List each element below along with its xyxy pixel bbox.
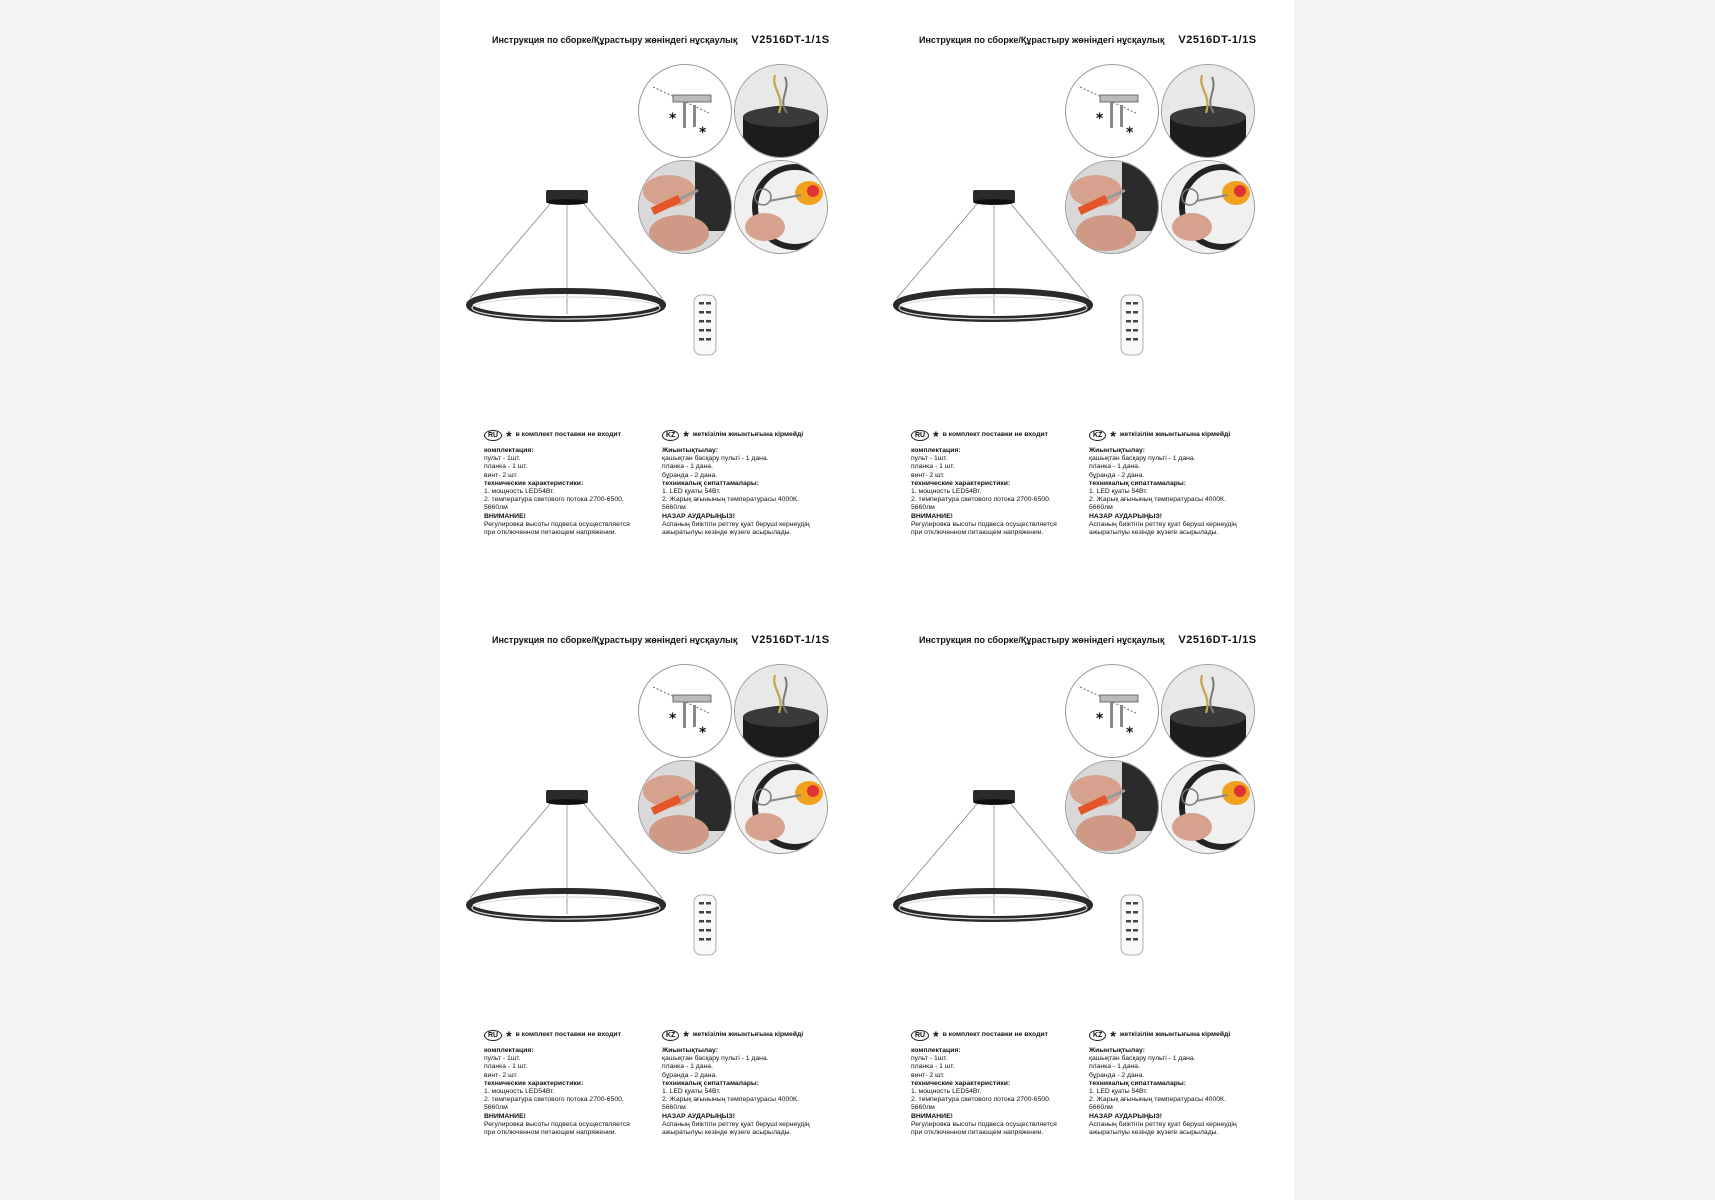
- kz-column: [662, 1027, 844, 1137]
- spec-line: планка - 1 дана.: [1089, 1063, 1140, 1071]
- asterisk-icon: *: [933, 427, 939, 444]
- svg-text:*: *: [1126, 125, 1134, 141]
- spec-line: ажыратылуы кезінде жүзеге асырылады.: [662, 1129, 792, 1137]
- spec-line: ВНИМАНИЕ!: [911, 512, 953, 520]
- svg-text:*: *: [669, 711, 677, 727]
- spec-line: планка - 1 дана.: [1089, 463, 1140, 471]
- mounting-plate-screws-icon: [1065, 64, 1159, 158]
- svg-text:*: *: [669, 111, 677, 127]
- spec-line: 2. Жарық ағынының температурасы 4000К.: [1089, 496, 1226, 504]
- mounting-plate-screws-icon: [1065, 664, 1159, 758]
- spec-line: 2. температура светового потока 2700-6500.: [484, 496, 624, 504]
- ru-column: [911, 427, 1083, 537]
- model-number: V2516DT-1/1S: [1178, 34, 1257, 46]
- spec-line: при отключенном питающем напряжении.: [911, 1129, 1044, 1137]
- spec-line: НАЗАР АУДАРЫҢЫЗ!: [1089, 1112, 1162, 1120]
- language-badge: KZ: [1089, 430, 1106, 441]
- spec-line: 2. Жарық ағынының температурасы 4000К.: [662, 1096, 799, 1104]
- spec-line: комплектация:: [484, 447, 534, 454]
- ceiling-canopy-wires-photo: [734, 664, 828, 758]
- header: [919, 634, 1257, 646]
- header-title: Инструкция по сборке/Құрастыру жөніндегі нұсқаулық: [492, 635, 738, 645]
- badge-row: [911, 427, 1083, 444]
- panel-bottom-left: [440, 600, 867, 1200]
- spec-line: Аспаның биіктігін реттеу қуат беруші кернеудің: [662, 1120, 810, 1128]
- remote-icon: [693, 894, 717, 961]
- not-included-note: в комплект поставки не входит: [942, 431, 1048, 439]
- not-included-note: жеткізілім жиынтығына кірмейді: [1119, 1031, 1231, 1039]
- panel-bottom-right: [867, 600, 1294, 1200]
- spec-line: техникалық сипаттамалары:: [1089, 479, 1186, 487]
- language-badge: RU: [484, 1030, 502, 1041]
- spec-line: планка - 1 шт.: [484, 463, 528, 471]
- model-number: V2516DT-1/1S: [751, 34, 830, 46]
- header-title: Инструкция по сборке/Құрастыру жөніндегі нұсқаулық: [919, 35, 1165, 45]
- asterisk-icon: *: [506, 1027, 512, 1044]
- svg-text:*: *: [1096, 111, 1104, 127]
- spec-line: винт- 2 шт.: [484, 471, 518, 479]
- spec-line: 5660лм: [662, 504, 686, 512]
- spec-line: при отключенном питающем напряжении.: [484, 529, 617, 537]
- spec-line: планка - 1 шт.: [911, 463, 955, 471]
- cable-adjust-photo: [734, 760, 828, 854]
- spec-line: 5660лм: [911, 1104, 935, 1112]
- header: [919, 34, 1257, 46]
- remote-icon: [693, 294, 717, 361]
- spec-line: комплектация:: [911, 1047, 961, 1054]
- not-included-note: жеткізілім жиынтығына кірмейді: [1119, 431, 1231, 439]
- spec-line: комплектация:: [484, 1047, 534, 1054]
- ceiling-canopy-wires-photo: [734, 64, 828, 158]
- spec-line: 1. LED қуаты 54Вт.: [1089, 1088, 1148, 1096]
- spec-line: қашықтан басқару пульті - 1 дана.: [662, 455, 769, 463]
- lamp-illustration: [893, 190, 1093, 335]
- spec-line: 5660лм: [484, 1104, 508, 1112]
- spec-line: при отключенном питающем напряжении.: [911, 529, 1044, 537]
- spec-line: НАЗАР АУДАРЫҢЫЗ!: [662, 512, 735, 520]
- spec-line: НАЗАР АУДАРЫҢЫЗ!: [1089, 512, 1162, 520]
- cable-adjust-photo: [1161, 160, 1255, 254]
- kz-column: [662, 427, 844, 537]
- cable-adjust-photo: [734, 160, 828, 254]
- not-included-note: жеткізілім жиынтығына кірмейді: [692, 1031, 804, 1039]
- lamp-illustration: [466, 190, 666, 335]
- kz-column: [1089, 1027, 1271, 1137]
- header: [492, 634, 830, 646]
- spec-line: ажыратылуы кезінде жүзеге асырылады.: [1089, 1129, 1219, 1137]
- assembly-steps: [638, 64, 828, 259]
- spec-line: технические характеристики:: [484, 479, 584, 487]
- panel-top-left: [440, 0, 867, 600]
- language-badge: RU: [484, 430, 502, 441]
- spec-line: планка - 1 дана.: [662, 1063, 713, 1071]
- badge-row: [911, 1027, 1083, 1044]
- spec-line: технические характеристики:: [911, 479, 1011, 487]
- mounting-plate-screws-icon: [638, 64, 732, 158]
- spec-line: ВНИМАНИЕ!: [911, 1112, 953, 1120]
- badge-row: [484, 1027, 656, 1044]
- spec-line: 2. температура светового потока 2700-6500.: [484, 1096, 624, 1104]
- spec-line: Жиынтықтылау:: [1089, 1047, 1145, 1054]
- svg-text:*: *: [1096, 711, 1104, 727]
- spec-line: 2. температура светового потока 2700-6500.: [911, 1096, 1051, 1104]
- language-badge: KZ: [662, 430, 679, 441]
- ru-column: [911, 1027, 1083, 1137]
- header-title: Инструкция по сборке/Құрастыру жөніндегі нұсқаулық: [492, 35, 738, 45]
- remote-icon: [1120, 894, 1144, 961]
- spec-line: планка - 1 шт.: [911, 1063, 955, 1071]
- not-included-note: жеткізілім жиынтығына кірмейді: [692, 431, 804, 439]
- spec-line: ВНИМАНИЕ!: [484, 512, 526, 520]
- kz-column: [1089, 427, 1271, 537]
- spec-line: пульт - 1шт.: [484, 1055, 521, 1063]
- spec-line: техникалық сипаттамалары:: [662, 1079, 759, 1087]
- svg-text:*: *: [699, 125, 707, 141]
- spec-line: комплектация:: [911, 447, 961, 454]
- spec-line: винт- 2 шт.: [911, 1071, 945, 1079]
- spec-line: 2. Жарық ағынының температурасы 4000К.: [1089, 1096, 1226, 1104]
- lamp-illustration: [893, 790, 1093, 935]
- spec-line: пульт - 1шт.: [911, 1055, 948, 1063]
- lamp-illustration: [466, 790, 666, 935]
- spec-line: НАЗАР АУДАРЫҢЫЗ!: [662, 1112, 735, 1120]
- spec-line: Аспаның биіктігін реттеу қуат беруші кернеудің: [662, 520, 810, 528]
- spec-line: Жиынтықтылау:: [662, 1047, 718, 1054]
- spec-line: Аспаның биіктігін реттеу қуат беруші кернеудің: [1089, 520, 1237, 528]
- spec-line: Регулировка высоты подвеса осуществляется: [911, 520, 1057, 528]
- panel-top-right: [867, 0, 1294, 600]
- language-badge: KZ: [662, 1030, 679, 1041]
- spec-line: пульт - 1шт.: [484, 455, 521, 463]
- spec-line: Регулировка высоты подвеса осуществляется: [484, 1120, 630, 1128]
- assembly-steps: [1065, 664, 1255, 859]
- spec-line: 1. LED қуаты 54Вт.: [1089, 488, 1148, 496]
- spec-line: 1. мощность LED54Вт.: [484, 1088, 555, 1096]
- spec-line: техникалық сипаттамалары:: [662, 479, 759, 487]
- spec-line: ВНИМАНИЕ!: [484, 1112, 526, 1120]
- spec-line: 5660лм: [911, 504, 935, 512]
- spec-line: бұранда - 2 дана.: [1089, 471, 1145, 479]
- assembly-steps: [1065, 64, 1255, 259]
- instruction-sheet: [440, 0, 1294, 1200]
- spec-line: Регулировка высоты подвеса осуществляется: [484, 520, 630, 528]
- spec-line: Жиынтықтылау:: [662, 447, 718, 454]
- spec-line: ажыратылуы кезінде жүзеге асырылады.: [662, 529, 792, 537]
- spec-line: 5660лм: [1089, 1104, 1113, 1112]
- spec-line: қашықтан басқару пульті - 1 дана.: [662, 1055, 769, 1063]
- spec-line: 5660лм: [484, 504, 508, 512]
- header-title: Инструкция по сборке/Құрастыру жөніндегі нұсқаулық: [919, 635, 1165, 645]
- header: [492, 34, 830, 46]
- asterisk-icon: *: [933, 1027, 939, 1044]
- remote-icon: [1120, 294, 1144, 361]
- spec-line: 2. Жарық ағынының температурасы 4000К.: [662, 496, 799, 504]
- spec-line: қашықтан басқару пульті - 1 дана.: [1089, 1055, 1196, 1063]
- spec-line: винт- 2 шт.: [484, 1071, 518, 1079]
- spec-line: планка - 1 шт.: [484, 1063, 528, 1071]
- spec-line: қашықтан басқару пульті - 1 дана.: [1089, 455, 1196, 463]
- spec-line: 1. LED қуаты 54Вт.: [662, 1088, 721, 1096]
- badge-row: [1089, 427, 1271, 444]
- asterisk-icon: *: [1110, 427, 1116, 444]
- spec-line: 1. мощность LED54Вт.: [484, 488, 555, 496]
- ru-column: [484, 1027, 656, 1137]
- spec-line: 5660лм: [662, 1104, 686, 1112]
- spec-line: Аспаның биіктігін реттеу қуат беруші кернеудің: [1089, 1120, 1237, 1128]
- mounting-plate-screws-icon: [638, 664, 732, 758]
- language-badge: RU: [911, 430, 929, 441]
- asterisk-icon: *: [683, 427, 689, 444]
- assembly-steps: [638, 664, 828, 859]
- language-badge: KZ: [1089, 1030, 1106, 1041]
- spec-line: при отключенном питающем напряжении.: [484, 1129, 617, 1137]
- model-number: V2516DT-1/1S: [751, 634, 830, 646]
- ru-column: [484, 427, 656, 537]
- spec-line: 2. температура светового потока 2700-6500.: [911, 496, 1051, 504]
- spec-line: 1. LED қуаты 54Вт.: [662, 488, 721, 496]
- cable-adjust-photo: [1161, 760, 1255, 854]
- asterisk-icon: *: [506, 427, 512, 444]
- spec-line: 5660лм: [1089, 504, 1113, 512]
- spec-line: Регулировка высоты подвеса осуществляется: [911, 1120, 1057, 1128]
- spec-line: технические характеристики:: [911, 1079, 1011, 1087]
- spec-line: бұранда - 2 дана.: [662, 1071, 718, 1079]
- spec-line: техникалық сипаттамалары:: [1089, 1079, 1186, 1087]
- badge-row: [484, 427, 656, 444]
- badge-row: [1089, 1027, 1271, 1044]
- not-included-note: в комплект поставки не входит: [515, 1031, 621, 1039]
- asterisk-icon: *: [683, 1027, 689, 1044]
- badge-row: [662, 427, 844, 444]
- ceiling-canopy-wires-photo: [1161, 64, 1255, 158]
- not-included-note: в комплект поставки не входит: [942, 1031, 1048, 1039]
- spec-line: бұранда - 2 дана.: [1089, 1071, 1145, 1079]
- spec-line: бұранда - 2 дана.: [662, 471, 718, 479]
- spec-line: 1. мощность LED54Вт.: [911, 488, 982, 496]
- spec-line: технические характеристики:: [484, 1079, 584, 1087]
- svg-text:*: *: [1126, 725, 1134, 741]
- spec-line: 1. мощность LED54Вт.: [911, 1088, 982, 1096]
- spec-line: пульт - 1шт.: [911, 455, 948, 463]
- not-included-note: в комплект поставки не входит: [515, 431, 621, 439]
- spec-line: винт- 2 шт.: [911, 471, 945, 479]
- ceiling-canopy-wires-photo: [1161, 664, 1255, 758]
- svg-text:*: *: [699, 725, 707, 741]
- spec-line: ажыратылуы кезінде жүзеге асырылады.: [1089, 529, 1219, 537]
- badge-row: [662, 1027, 844, 1044]
- asterisk-icon: *: [1110, 1027, 1116, 1044]
- spec-line: планка - 1 дана.: [662, 463, 713, 471]
- spec-line: Жиынтықтылау:: [1089, 447, 1145, 454]
- language-badge: RU: [911, 1030, 929, 1041]
- model-number: V2516DT-1/1S: [1178, 634, 1257, 646]
